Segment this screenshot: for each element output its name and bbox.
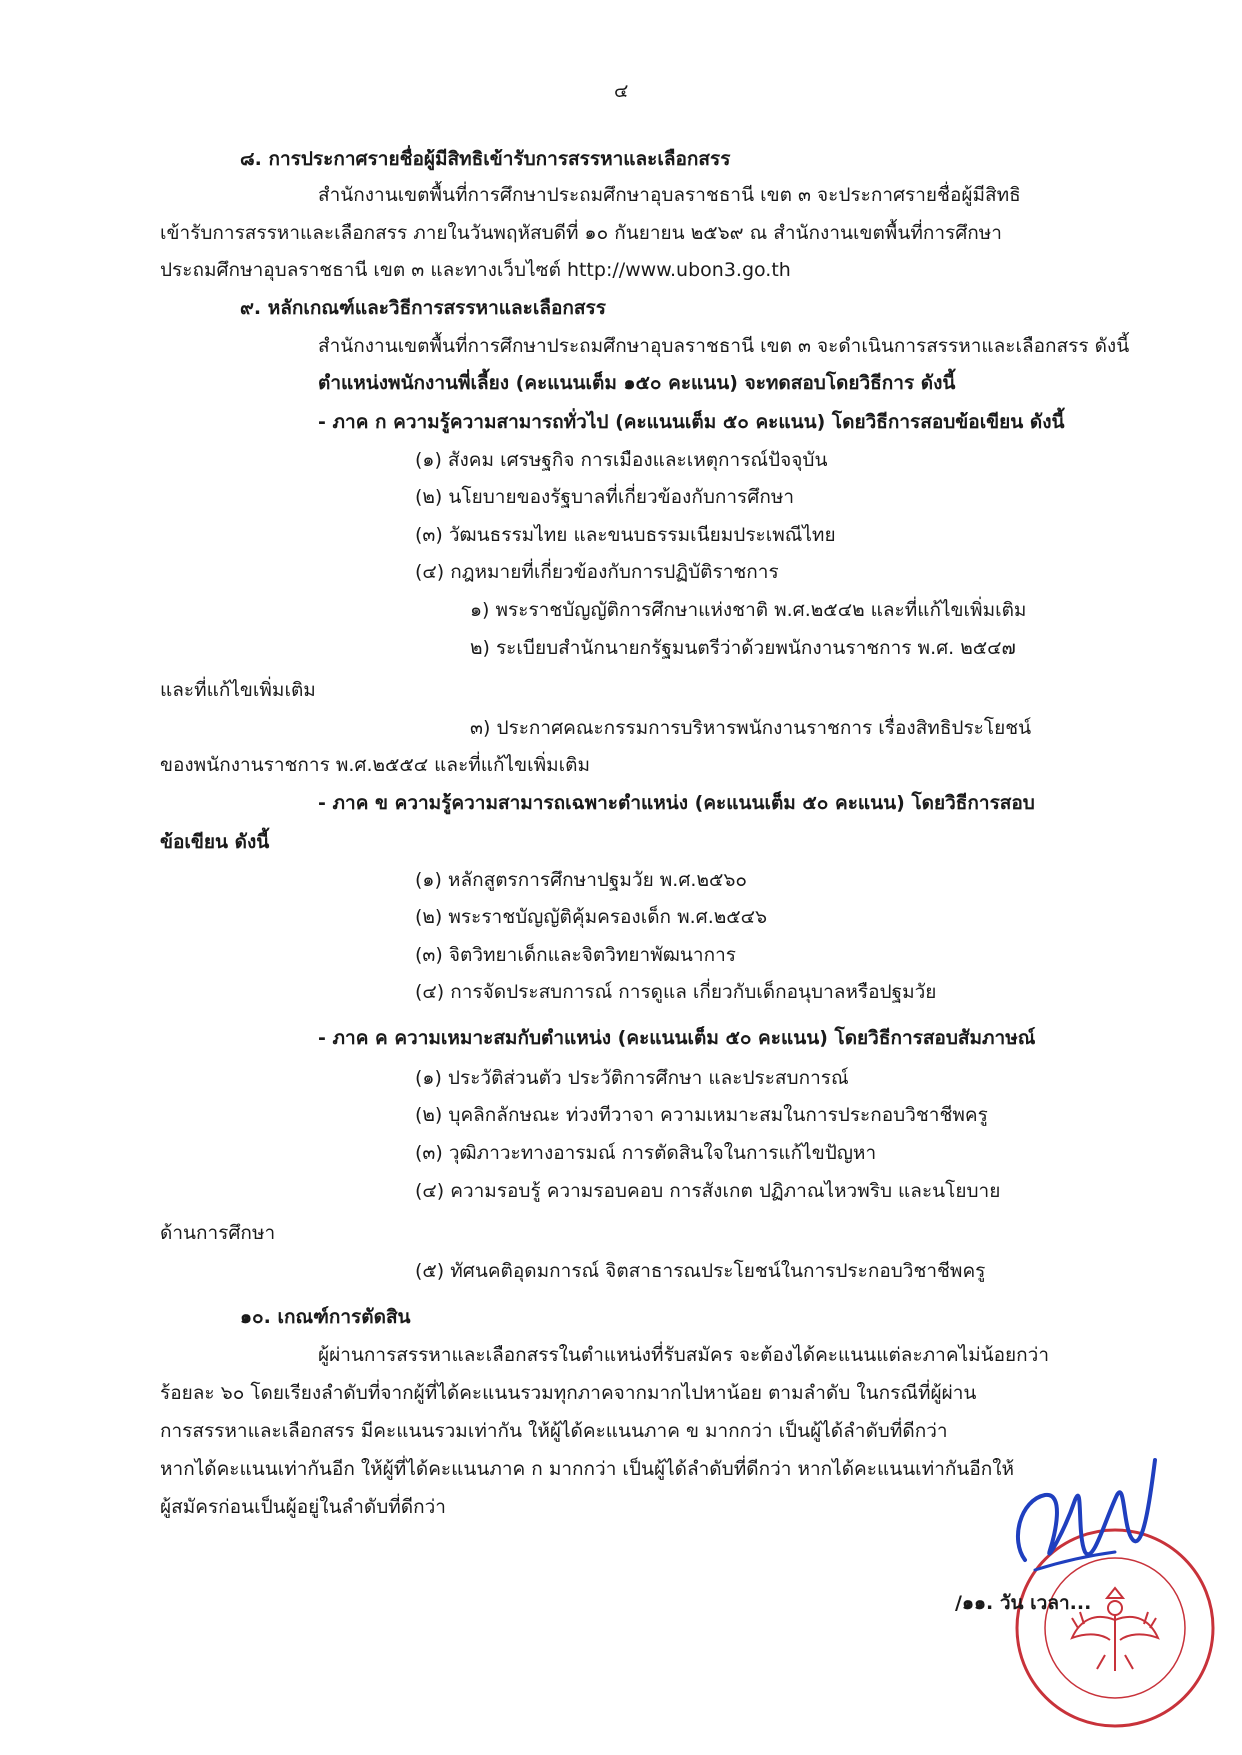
part-a-item: (๑) สังคม เศรษฐกิจ การเมืองและเหตุการณ์ปัจจุบัน xyxy=(415,449,828,471)
part-a-item: (๓) วัฒนธรรมไทย และขนบธรรมเนียมประเพณีไทย xyxy=(415,524,836,546)
section-9-heading: ๙. หลักเกณฑ์และวิธีการสรรหาและเลือกสรร xyxy=(240,297,606,319)
section-8-line-1: สำนักงานเขตพื้นที่การศึกษาประถมศึกษาอุบลราชธานี เขต ๓ จะประกาศรายชื่อผู้มีสิทธิ xyxy=(318,184,1021,206)
section-10-line: ผู้ผ่านการสรรหาและเลือกสรรในตำแหน่งที่รับสมัคร จะต้องได้คะแนนแต่ละภาคไม่น้อยกว่า xyxy=(318,1344,1050,1366)
part-b-item: (๒) พระราชบัญญัติคุ้มครองเด็ก พ.ศ.๒๕๔๖ xyxy=(415,906,768,928)
part-c-item: (๒) บุคลิกลักษณะ ท่วงทีวาจา ความเหมาะสมในการประกอบวิชาชีพครู xyxy=(415,1104,988,1126)
section-10-line: การสรรหาและเลือกสรร มีคะแนนรวมเท่ากัน ให้ผู้ได้คะแนนภาค ข มากกว่า เป็นผู้ได้ลำดับที่ดีกว่า xyxy=(160,1420,948,1442)
law-item-2-continued: และที่แก้ไขเพิ่มเติม xyxy=(160,679,316,701)
section-9-intro: สำนักงานเขตพื้นที่การศึกษาประถมศึกษาอุบลราชธานี เขต ๓ จะดำเนินการสรรหาและเลือกสรร ดังนี้ xyxy=(318,335,1130,357)
law-item-2: ๒) ระเบียบสำนักนายกรัฐมนตรีว่าด้วยพนักงานราชการ พ.ศ. ๒๕๔๗ xyxy=(470,637,1016,659)
part-a-item: (๒) นโยบายของรัฐบาลที่เกี่ยวข้องกับการศึกษา xyxy=(415,486,795,508)
law-item-3: ๓) ประกาศคณะกรรมการบริหารพนักงานราชการ เรื่องสิทธิประโยชน์ xyxy=(470,717,1032,739)
part-b-item: (๓) จิตวิทยาเด็กและจิตวิทยาพัฒนาการ xyxy=(415,944,736,966)
section-8-line-2: เข้ารับการสรรหาและเลือกสรร ภายในวันพฤหัสบดีที่ ๑๐ กันยายน ๒๕๖๙ ณ สำนักงานเขตพื้นที่การศึกษา xyxy=(160,222,1002,244)
law-item-1: ๑) พระราชบัญญัติการศึกษาแห่งชาติ พ.ศ.๒๕๔๒ และที่แก้ไขเพิ่มเติม xyxy=(470,599,1027,621)
part-a-heading: - ภาค ก ความรู้ความสามารถทั่วไป (คะแนนเต็ม ๕๐ คะแนน) โดยวิธีการสอบข้อเขียน ดังนี้ xyxy=(318,411,1065,433)
continuation-marker: /๑๑. วัน เวลา... xyxy=(955,1592,1092,1614)
part-c-item-4-continued: ด้านการศึกษา xyxy=(160,1222,276,1244)
section-10-line: ผู้สมัครก่อนเป็นผู้อยู่ในลำดับที่ดีกว่า xyxy=(160,1496,446,1518)
part-c-heading: - ภาค ค ความเหมาะสมกับตำแหน่ง (คะแนนเต็ม ๕๐ คะแนน) โดยวิธีการสอบสัมภาษณ์ xyxy=(318,1027,1036,1049)
position-heading: ตำแหน่งพนักงานพี่เลี้ยง (คะแนนเต็ม ๑๕๐ คะแนน) จะทดสอบโดยวิธีการ ดังนี้ xyxy=(318,372,956,394)
part-c-item: (๕) ทัศนคติอุดมการณ์ จิตสาธารณประโยชน์ในการประกอบวิชาชีพครู xyxy=(415,1260,986,1282)
section-10-heading: ๑๐. เกณฑ์การตัดสิน xyxy=(240,1306,411,1328)
part-c-item: (๑) ประวัติส่วนตัว ประวัติการศึกษา และประสบการณ์ xyxy=(415,1067,849,1089)
section-10-line: ร้อยละ ๖๐ โดยเรียงลำดับที่จากผู้ที่ได้คะแนนรวมทุกภาคจากมากไปหาน้อย ตามลำดับ ในกรณีที่ผู้ผ่าน xyxy=(160,1382,977,1404)
section-10-line: หากได้คะแนนเท่ากันอีก ให้ผู้ที่ได้คะแนนภาค ก มากกว่า เป็นผู้ได้ลำดับที่ดีกว่า หากได้คะแนนเท่ากันอีกให้ xyxy=(160,1458,1015,1480)
part-a-item: (๔) กฎหมายที่เกี่ยวข้องกับการปฏิบัติราชการ xyxy=(415,561,779,583)
part-c-item: (๔) ความรอบรู้ ความรอบคอบ การสังเกต ปฏิภาณไหวพริบ และนโยบาย xyxy=(415,1180,1001,1202)
page-number: ๔ xyxy=(614,80,629,102)
part-b-item: (๔) การจัดประสบการณ์ การดูแล เกี่ยวกับเด็กอนุบาลหรือปฐมวัย xyxy=(415,981,937,1003)
part-b-item: (๑) หลักสูตรการศึกษาปฐมวัย พ.ศ.๒๕๖๐ xyxy=(415,869,748,891)
law-item-3-continued: ของพนักงานราชการ พ.ศ.๒๕๕๔ และที่แก้ไขเพิ่มเติม xyxy=(160,754,590,776)
section-8-heading: ๘. การประกาศรายชื่อผู้มีสิทธิเข้ารับการสรรหาและเลือกสรร xyxy=(240,148,731,170)
handwritten-signature xyxy=(1005,1440,1175,1590)
part-c-item: (๓) วุฒิภาวะทางอารมณ์ การตัดสินใจในการแก้ไขปัญหา xyxy=(415,1142,877,1164)
section-8-line-3: ประถมศึกษาอุบลราชธานี เขต ๓ และทางเว็บไซต์ http://www.ubon3.go.th xyxy=(160,259,791,281)
part-b-heading: - ภาค ข ความรู้ความสามารถเฉพาะตำแหน่ง (คะแนนเต็ม ๕๐ คะแนน) โดยวิธีการสอบ xyxy=(318,792,1035,814)
part-b-heading-continued: ข้อเขียน ดังนี้ xyxy=(160,831,270,853)
